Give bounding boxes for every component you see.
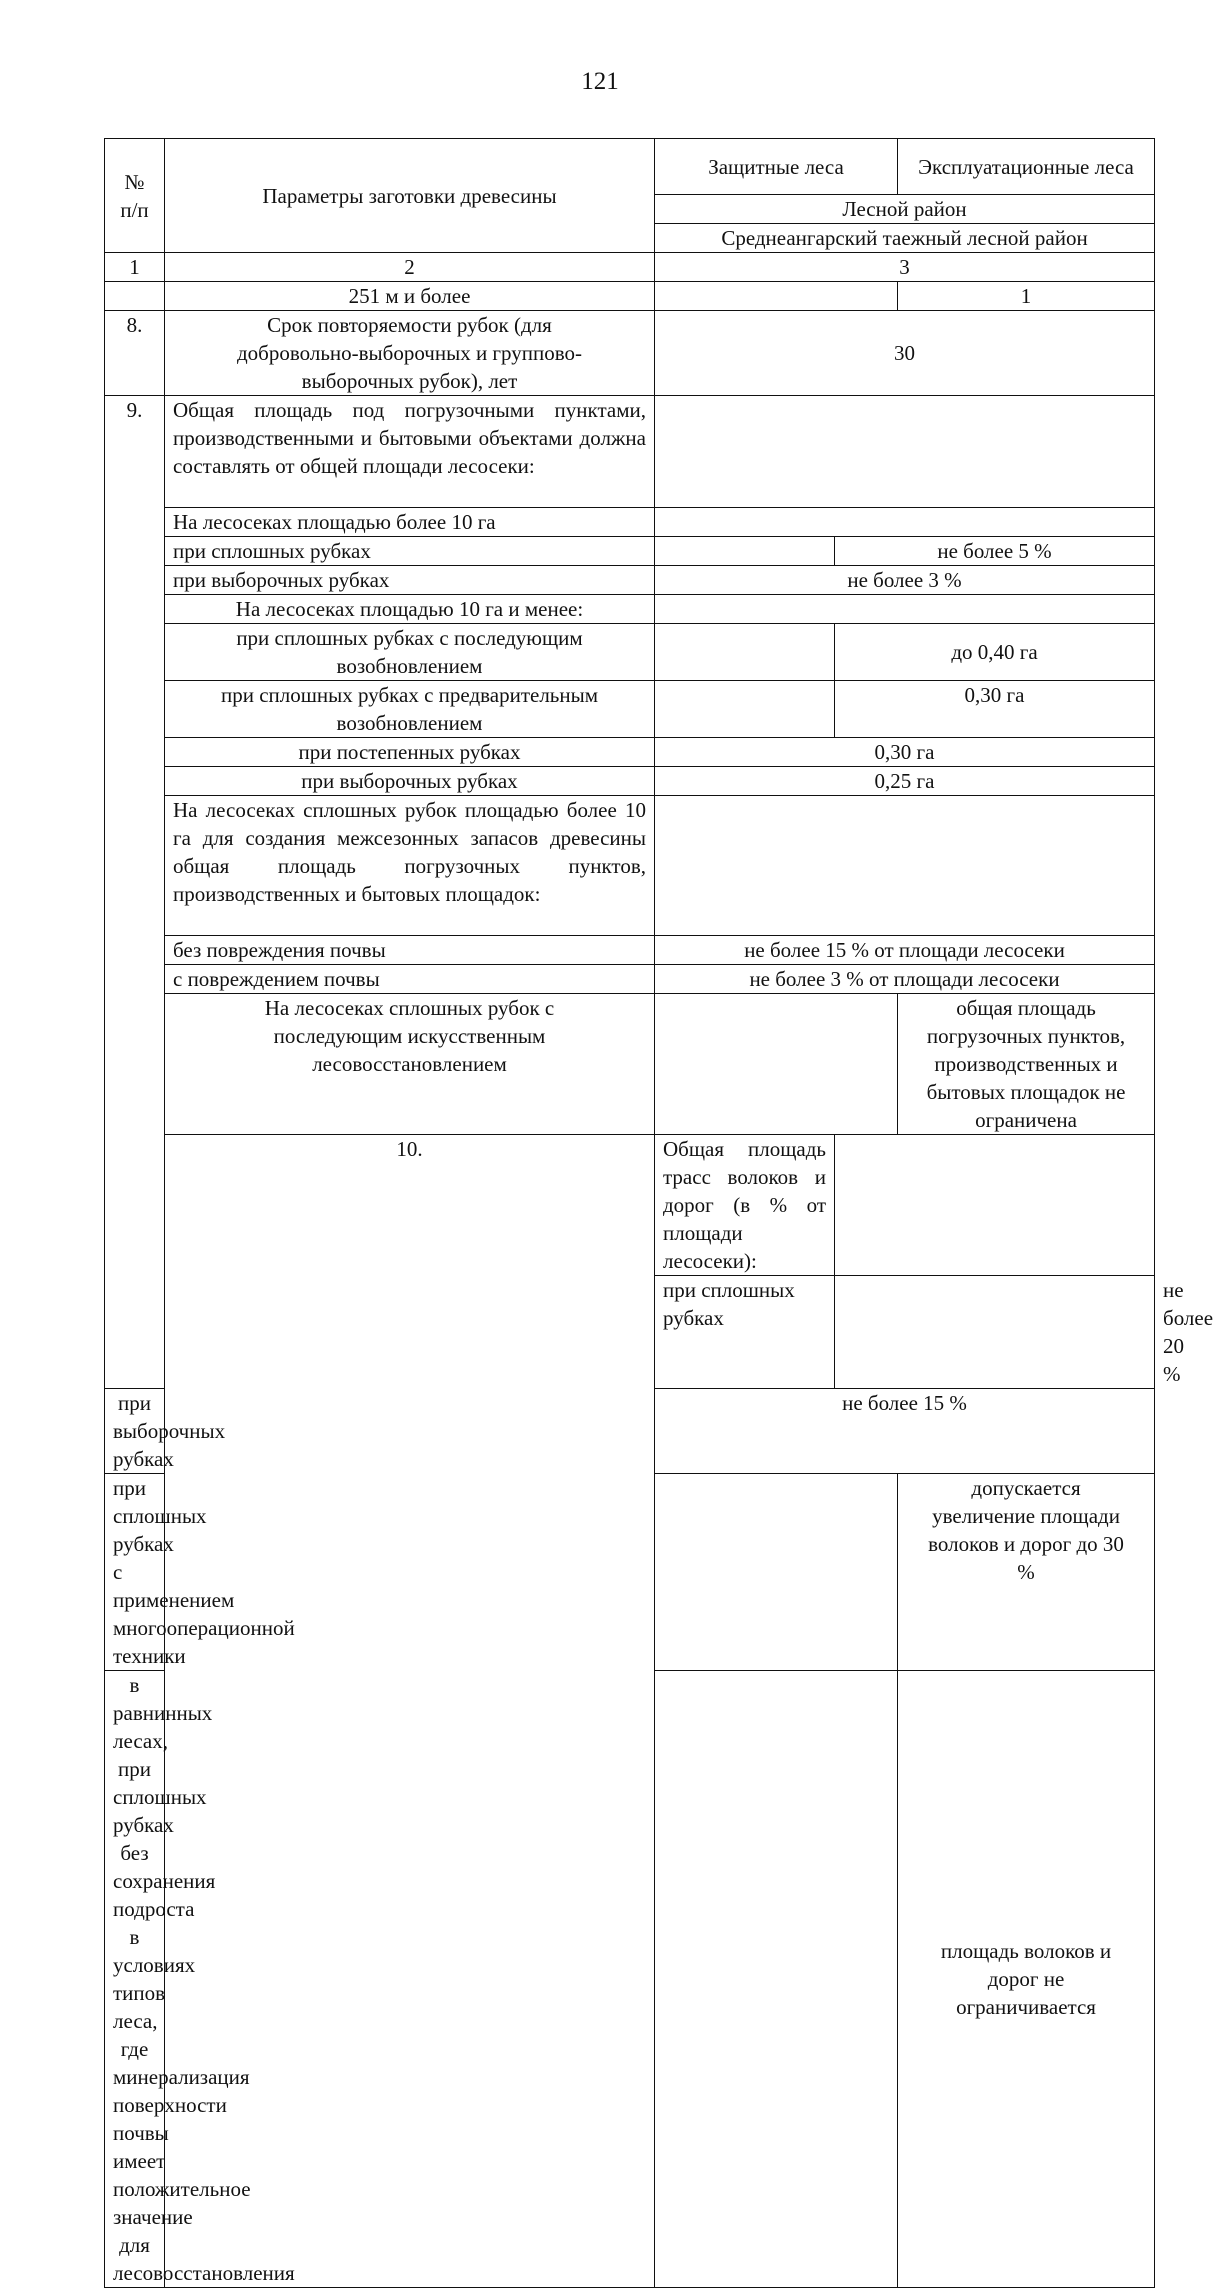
row-9-with-damage-param: с повреждением почвы [165,965,655,994]
table-row [105,994,1155,1135]
table-row [105,508,1155,537]
row-9-selective-param: при выборочных рубках [165,767,655,796]
table-row [105,936,1155,965]
page-number: 121 [581,68,619,95]
row-9-selective-value: 0,25 га [655,767,1155,796]
table-row [105,566,1155,595]
row-9-interseason: На лесосеках сплошных рубок площадью более 10 га для создания межсезонных запасов древесины общая площадь погрузочных пунктов, производственных и бытовых площадок: [165,796,655,936]
row-10-multi-op-param: при сплошных рубках с применением многооперационной техники [105,1474,165,1671]
row-9-param: Общая площадь под погрузочными пунктами, производственными и бытовыми объектами должна составлять от общей площади лесосеки: [165,396,655,508]
row-9-clear-over10-exploitation: не более 5 % [835,537,1155,566]
header-param: Параметры заготовки древесины [165,139,655,253]
row-8-param: Срок повторяемости рубок (для добровольно-выборочных и группово-выборочных рубок), лет [165,311,655,396]
row-9-select-over10-param: при выборочных рубках [165,566,655,595]
table-row [105,595,1155,624]
row-9-artificial-exploitation: общая площадь погрузочных пунктов, производственных и бытовых площадок не ограничена [898,994,1155,1135]
row-9-over10: На лесосеках площадью более 10 га [165,508,655,537]
row-10-num: 10. [165,1135,655,2288]
table-row [105,681,1155,738]
header-district-name: Среднеангарский таежный лесной район [655,224,1155,253]
row-9-clear-preliminary-param: при сплошных рубках с предварительным возобновлением [165,681,655,738]
table-row [105,965,1155,994]
table-row [105,796,1155,936]
table-row [105,282,1155,311]
row-8-value: 30 [655,311,1155,396]
row-9-gradual-param: при постепенных рубках [165,738,655,767]
row-9-artificial-param: На лесосеках сплошных рубок с последующим искусственным лесовосстановлением [165,994,655,1135]
row-251-exploitation: 1 [898,282,1155,311]
timber-harvest-parameters-table [104,138,1213,2288]
header-forest-district: Лесной район [655,195,1155,224]
table-row [105,767,1155,796]
row-9-clear-subsequent-exploitation: до 0,40 га [835,624,1155,681]
row-9-clear-subsequent-param: при сплошных рубках с последующим возобновлением [165,624,655,681]
col-number-3: 3 [655,253,1155,282]
row-9-select-over10-value: не более 3 % [655,566,1155,595]
row-10-selective-value: не более 15 % [655,1389,1155,1474]
row-9-with-damage-value: не более 3 % от площади лесосеки [655,965,1155,994]
row-10-plain-exploitation: площадь волоков и дорог не ограничивается [898,1671,1155,2288]
header-exploitation: Эксплуатационные леса [898,139,1155,195]
table-row: при сплошных рубках не более 20 % [105,1276,1155,1389]
table-row [105,738,1155,767]
row-9-under10: На лесосеках площадью 10 га и менее: [165,595,655,624]
table-row [105,396,1155,508]
row-10-clear-param: при сплошных рубках [655,1276,835,1389]
row-9-gradual-value: 0,30 га [655,738,1155,767]
table-row [105,537,1155,566]
header-protective: Защитные леса [655,139,898,195]
row-9-num: 9. [105,396,165,1389]
row-10-multi-op-exploitation: допускается увеличение площади волоков и дорог до 30 % [898,1474,1155,1671]
row-9-clear-over10-param: при сплошных рубках [165,537,655,566]
header-num: № п/п [105,139,165,253]
table-row [105,624,1155,681]
row-10-plain-param: в равнинных лесах, при сплошных рубках без сохранения подроста в условиях типов леса, где минерализация поверхности почвы имеет положительное значение для лесовосстановления [105,1671,165,2288]
table-row [105,311,1155,396]
row-9-clear-preliminary-exploitation: 0,30 га [835,681,1155,738]
table-row [105,1135,1155,1276]
row-9-no-damage-value: не более 15 % от площади лесосеки [655,936,1155,965]
row-251-param: 251 м и более [165,282,655,311]
row-8-num: 8. [105,311,165,396]
column-numbers-row [105,253,1155,282]
col-number-2: 2 [165,253,655,282]
row-10-selective-param: при выборочных рубках [105,1389,165,1474]
row-9-no-damage-param: без повреждения почвы [165,936,655,965]
row-10-param: Общая площадь трасс волоков и дорог (в % от площади лесосеки): [655,1135,835,1276]
col-number-1: 1 [105,253,165,282]
header-row-1 [105,139,1155,195]
